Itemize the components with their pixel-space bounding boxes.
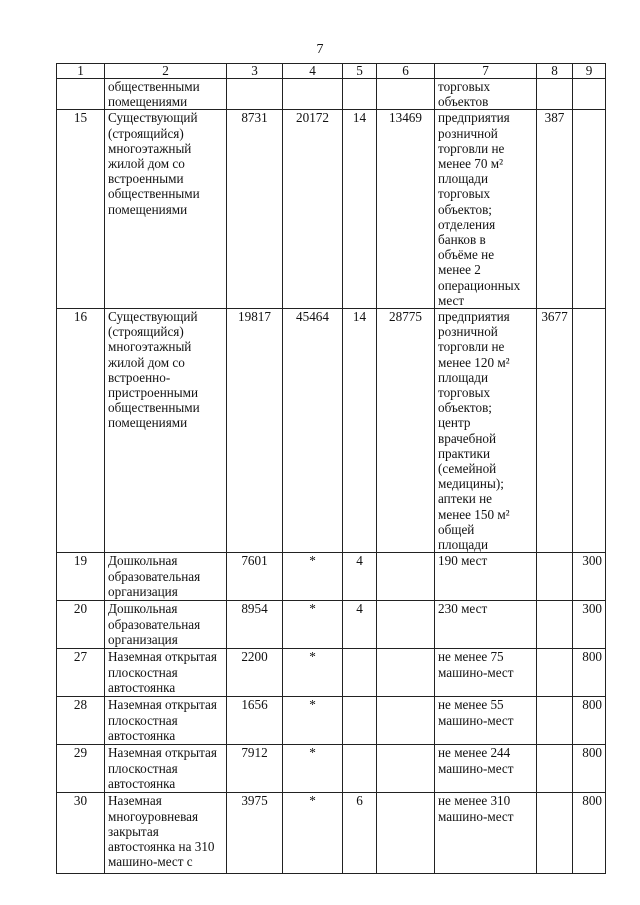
data-table (56, 63, 606, 874)
area-value: 7601 (227, 553, 283, 601)
table-row (57, 309, 606, 553)
object-name: Дошкольная образовательная организация (105, 601, 227, 649)
row-number (57, 79, 105, 110)
floors-value: 14 (343, 110, 377, 309)
value-col9: 800 (573, 745, 606, 793)
table-row (57, 745, 606, 793)
value-col8 (537, 79, 573, 110)
column-header: 3 (227, 64, 283, 79)
row-number: 16 (57, 309, 105, 553)
column-header: 2 (105, 64, 227, 79)
area-value: 8954 (227, 601, 283, 649)
object-name: общественными помещениями (105, 79, 227, 110)
table-row (57, 697, 606, 745)
floors-value: 4 (343, 601, 377, 649)
row-number: 19 (57, 553, 105, 601)
value-col4: * (283, 601, 343, 649)
value-col6 (377, 79, 435, 110)
value-col8 (537, 793, 573, 874)
floors-value: 14 (343, 309, 377, 553)
value-col6: 28775 (377, 309, 435, 553)
area-value: 1656 (227, 697, 283, 745)
purpose-text: 190 мест (435, 553, 537, 601)
purpose-text: не менее 55 машино-мест (435, 697, 537, 745)
value-col8 (537, 697, 573, 745)
table-row (57, 553, 606, 601)
row-number: 28 (57, 697, 105, 745)
object-name: Наземная открытая плоскостная автостоянка (105, 649, 227, 697)
value-col9 (573, 110, 606, 309)
area-value: 19817 (227, 309, 283, 553)
column-header: 8 (537, 64, 573, 79)
floors-value (343, 79, 377, 110)
value-col9 (573, 309, 606, 553)
column-header: 1 (57, 64, 105, 79)
object-name: Наземная многоуровневая закрытая автостоянка на 310 машино-мест с (105, 793, 227, 874)
value-col8 (537, 553, 573, 601)
area-value: 3975 (227, 793, 283, 874)
floors-value (343, 745, 377, 793)
column-header: 4 (283, 64, 343, 79)
value-col4: 20172 (283, 110, 343, 309)
value-col4 (283, 79, 343, 110)
value-col9: 800 (573, 793, 606, 874)
row-number: 15 (57, 110, 105, 309)
value-col6 (377, 697, 435, 745)
value-col4: * (283, 697, 343, 745)
table-row (57, 79, 606, 110)
value-col9: 800 (573, 649, 606, 697)
value-col4: * (283, 745, 343, 793)
floors-value (343, 697, 377, 745)
area-value: 7912 (227, 745, 283, 793)
value-col8 (537, 649, 573, 697)
value-col6 (377, 745, 435, 793)
floors-value (343, 649, 377, 697)
value-col4: * (283, 553, 343, 601)
object-name: Существующий (строящийся) многоэтажный жилой дом со встроенно- пристроенными общественными помещениями (105, 309, 227, 553)
table-header-row (57, 64, 606, 79)
purpose-text: торговых объектов (435, 79, 537, 110)
row-number: 30 (57, 793, 105, 874)
purpose-text: не менее 310 машино-мест (435, 793, 537, 874)
value-col8: 3677 (537, 309, 573, 553)
object-name: Дошкольная образовательная организация (105, 553, 227, 601)
page-number: 7 (316, 42, 324, 57)
column-header: 7 (435, 64, 537, 79)
table-row (57, 793, 606, 874)
table-row (57, 601, 606, 649)
purpose-text: не менее 244 машино-мест (435, 745, 537, 793)
value-col6: 13469 (377, 110, 435, 309)
value-col6 (377, 649, 435, 697)
row-number: 29 (57, 745, 105, 793)
value-col9: 800 (573, 697, 606, 745)
value-col6 (377, 601, 435, 649)
purpose-text: не менее 75 машино-мест (435, 649, 537, 697)
area-value: 2200 (227, 649, 283, 697)
value-col6 (377, 553, 435, 601)
column-header: 5 (343, 64, 377, 79)
column-header: 6 (377, 64, 435, 79)
floors-value: 4 (343, 553, 377, 601)
object-name: Существующий (строящийся) многоэтажный жилой дом со встроенными общественными помещениями (105, 110, 227, 309)
purpose-text: предприятия розничной торговли не менее 120 м² площади торговых объектов; центр врачебной практики (семейной медицины); аптеки не менее 150 м² общей площади (435, 309, 537, 553)
table-row (57, 649, 606, 697)
value-col8 (537, 601, 573, 649)
value-col8 (537, 745, 573, 793)
value-col9 (573, 79, 606, 110)
object-name: Наземная открытая плоскостная автостоянка (105, 745, 227, 793)
row-number: 27 (57, 649, 105, 697)
purpose-text: предприятия розничной торговли не менее 70 м² площади торговых объектов; отделения банков в объёме не менее 2 операционных мест (435, 110, 537, 309)
area-value: 8731 (227, 110, 283, 309)
value-col9: 300 (573, 601, 606, 649)
object-name: Наземная открытая плоскостная автостоянка (105, 697, 227, 745)
row-number: 20 (57, 601, 105, 649)
value-col4: * (283, 649, 343, 697)
floors-value: 6 (343, 793, 377, 874)
value-col6 (377, 793, 435, 874)
value-col8: 387 (537, 110, 573, 309)
value-col4: 45464 (283, 309, 343, 553)
purpose-text: 230 мест (435, 601, 537, 649)
column-header: 9 (573, 64, 606, 79)
value-col4: * (283, 793, 343, 874)
value-col9: 300 (573, 553, 606, 601)
table-row (57, 110, 606, 309)
area-value (227, 79, 283, 110)
